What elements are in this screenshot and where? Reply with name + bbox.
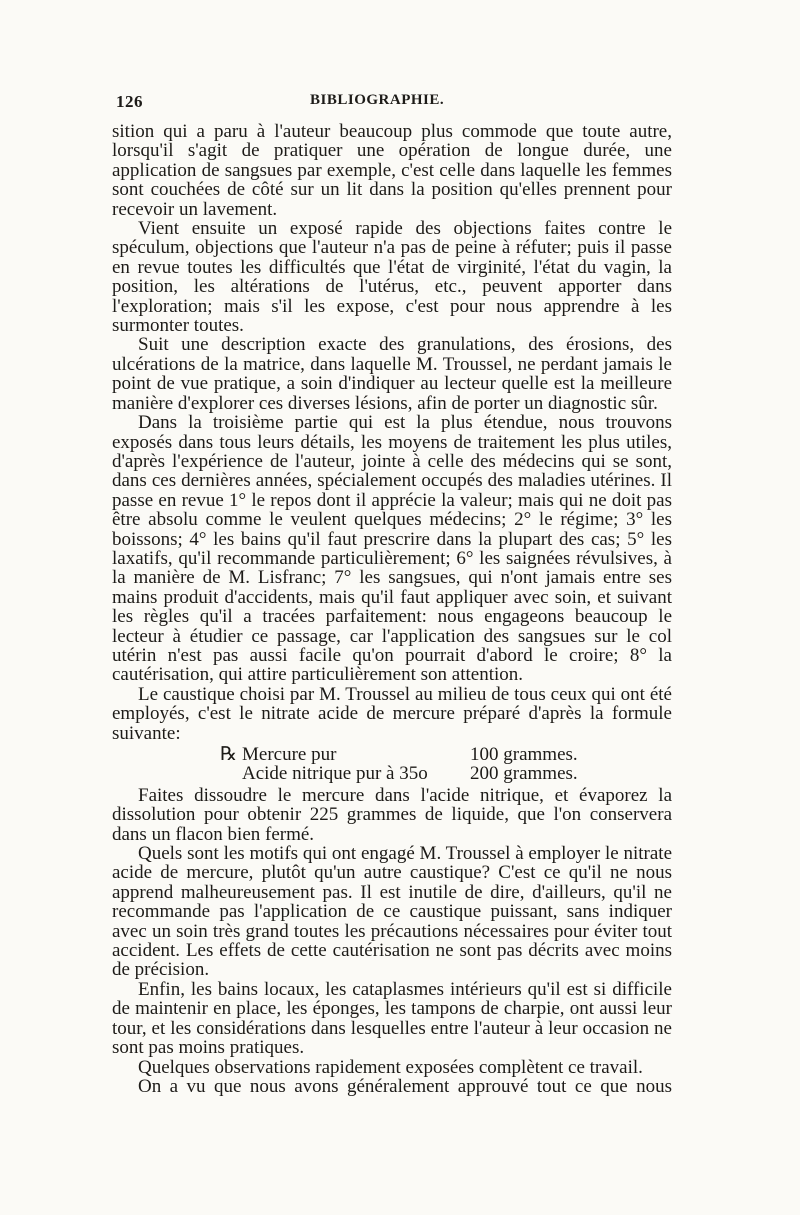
page-number: 126 [116,92,143,111]
paragraph: Suit une description exacte des granulations, des érosions, des ulcérations de la matrice, dans laquelle M. Troussel, ne perdant jamais le point de vue pratique, a soin d'indiquer au lecteur quelle est la meilleure manière d'explorer ces diverses lésions, afin de porter un diagnostic sûr. [112,334,672,414]
formula-row [112,764,672,783]
page-body [112,122,672,1096]
formula-row [112,745,672,764]
paragraph: Le caustique choisi par M. Troussel au milieu de tous ceux qui ont été employés, c'est le nitrate acide de mercure préparé d'après la formule suivante: [112,683,672,744]
paragraph: Enfin, les bains locaux, les cataplasmes intérieurs qu'il est si difficile de maintenir en place, les éponges, les tampons de charpie, ont aussi leur tour, et les considérations dans lesquelles entre l'auteur à leur occasion ne sont pas moins pratiques. [112,978,672,1059]
paragraph: Dans la troisième partie qui est la plus étendue, nous trouvons exposés dans tous leurs détails, les moyens de traitement les plus utiles, d'après l'expérience de l'auteur, jointe à celle des médecins qui se sont, dans ces dernières années, spécialement occupés des maladies utérines. Il passe en revue 1° le repos dont il apprécie la valeur; mais qui ne doit pas être absolu comme le veulent quelques médecins; 2° le régime; 3° les boissons; 4° les bains qu'il faut prescrire dans la plupart des cas; 5° les laxatifs, qu'il recommande particulièrement; 6° les saignées révulsives, à la manière de M. Lisfranc; 7° les sangsues, qui n'ont jamais entre ses mains produit d'accidents, mais qu'il faut appliquer avec soin, et suivant les règles qu'il a tracées parfaitement: nous engageons beaucoup le lecteur à étudier ce passage, car l'application des sangsues sur le col utérin n'est pas aussi facile qu'on pourrait d'abord le croire; 8° la cautérisation, qui attire particulièrement son attention. [112,412,672,686]
running-title: BIBLIOGRAPHIE. [310,92,445,108]
paragraph: On a vu que nous avons généralement approuvé tout ce que nous [138,1075,672,1097]
formula-ingredient: Acide nitrique pur à 35o [242,763,428,785]
paragraph: Quels sont les motifs qui ont engagé M. Troussel à employer le nitrate acide de mercure, plutôt qu'un autre caustique? C'est ce qu'il ne nous apprend malheureusement pas. Il est inutile de dire, d'ailleurs, qu'il ne recommande pas l'application de ce caustique puissant, sans indiquer avec un soin très grand toutes les précautions nécessaires pour éviter tout accident. Les effets de cette cautérisation ne sont pas décrits avec moins de précision. [112,843,672,981]
formula-quantity: 100 grammes. [470,744,578,765]
paragraph: sition qui a paru à l'auteur beaucoup plus commode que toute autre, lorsqu'il s'agit de pratiquer une opération de longue durée, une application de sangsues par exemple, c'est celle dans laquelle les femmes sont couchées de côté sur un lit dans la position qu'elles prennent pour recevoir un lavement. [112,121,672,220]
recipe-symbol: ℞ [220,744,238,765]
book-page [112,88,672,1096]
paragraph: Faites dissoudre le mercure dans l'acide nitrique, et évaporez la dissolution pour obtenir 225 grammes de liquide, que l'on conservera dans un flacon bien fermé. [112,784,672,845]
paragraph: Vient ensuite un exposé rapide des objections faites contre le spéculum, objections que l'auteur n'a pas de peine à réfuter; puis il passe en revue toutes les difficultés que l'état de virginité, l'état du vagin, la position, les altérations de l'utérus, etc., peuvent apporter dans l'exploration; mais s'il les expose, c'est pour nous apprendre à les surmonter toutes. [112,218,672,337]
page-header [112,88,672,122]
paragraph: Quelques observations rapidement exposées complètent ce travail. [138,1056,643,1078]
formula-ingredient: Mercure pur [242,744,337,765]
formula-quantity: 200 grammes. [470,763,578,785]
formula [112,745,672,784]
